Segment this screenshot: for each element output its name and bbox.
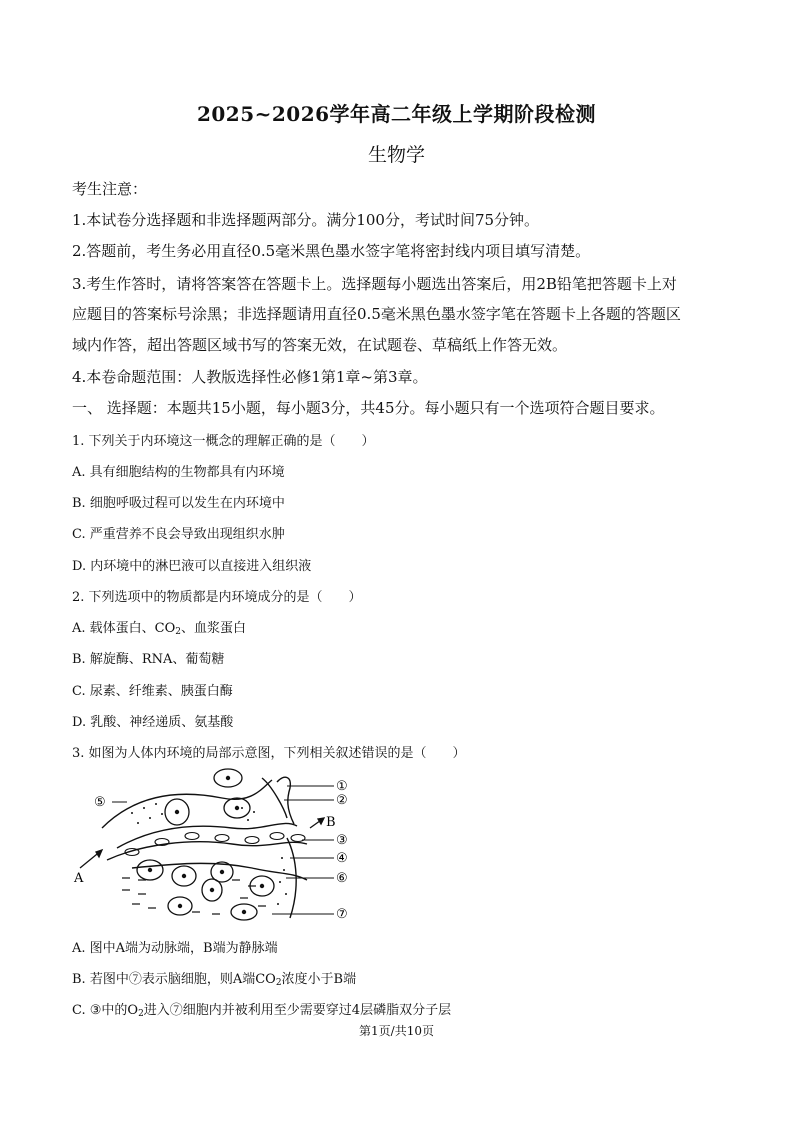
label-7: ⑦ [336, 907, 348, 922]
question-2-option-a: A. 载体蛋白、$CO_2$、血浆蛋白 [72, 621, 247, 637]
notice-item-4: 4.本卷命题范围：人教版选择性必修1第1章~第3章。 [72, 368, 428, 386]
notice-item-2: 2.答题前，考生务必用直径0.5毫米黑色墨水签字笔将密封线内项目填写清楚。 [72, 242, 591, 260]
label-3: ③ [336, 833, 348, 848]
end-b-label: B [326, 815, 336, 830]
notice-item-3-line-1: 3.考生作答时，请将答案答在答题卡上。选择题每小题选出答案后，用2B铅笔把答题卡上对 [72, 275, 677, 293]
question-2-stem: 2. 下列选项中的物质都是内环境成分的是（ ） [72, 590, 362, 605]
question-2-option-c: C. 尿素、纤维素、胰蛋白酶 [72, 684, 233, 699]
question-3-option-c: C. ③中的$O_2$进入⑦细胞内并被利用至少需要穿过4层磷脂双分子层 [72, 1003, 452, 1019]
question-1-option-c: C. 严重营养不良会导致出现组织水肿 [72, 527, 285, 542]
question-1-option-a: A. 具有细胞结构的生物都具有内环境 [72, 465, 285, 480]
question-1-option-d: D. 内环境中的淋巴液可以直接进入组织液 [72, 559, 312, 574]
section-heading: 一、 选择题：本题共15小题，每小题3分，共45分。每小题只有一个选项符合题目要求。 [72, 399, 665, 417]
notice-heading: 考生注意： [72, 180, 148, 198]
subject-title: 生物学 [367, 144, 425, 166]
label-6: ⑥ [336, 871, 348, 886]
notice-item-1: 1.本试卷分选择题和非选择题两部分。满分100分，考试时间75分钟。 [72, 211, 540, 229]
fluid-dots [131, 803, 287, 905]
question-3-option-b: B. 若图中⑦表示脑细胞，则A端$CO_2$浓度小于B端 [72, 972, 357, 988]
question-3-option-a: A. 图中A端为动脉端，B端为静脉端 [72, 941, 278, 956]
end-a-label: A [74, 871, 84, 886]
tissue-fluid-dashes [122, 878, 266, 914]
label-4: ④ [336, 851, 348, 866]
page-footer: 第1页/共10页 [359, 1024, 434, 1038]
label-5: ⑤ [94, 795, 106, 810]
question-1-stem: 1. 下列关于内环境这一概念的理解正确的是（ ） [72, 434, 375, 449]
notice-item-3-line-2: 应题目的答案标号涂黑；非选择题请用直径0.5毫米黑色墨水签字笔在答题卡上各题的答题区 [72, 305, 681, 323]
question-2-option-d: D. 乳酸、神经递质、氨基酸 [72, 715, 234, 730]
exam-title: 2025~2026学年高二年级上学期阶段检测 [196, 102, 597, 126]
internal-environment-diagram [72, 768, 372, 928]
question-2-option-b: B. 解旋酶、RNA、葡萄糖 [72, 652, 225, 667]
notice-item-3-line-3: 域内作答，超出答题区域书写的答案无效，在试题卷、草稿纸上作答无效。 [72, 336, 568, 354]
label-1: ① [336, 779, 348, 794]
label-2: ② [336, 793, 348, 808]
question-3-stem: 3. 如图为人体内环境的局部示意图，下列相关叙述错误的是（ ） [72, 746, 466, 761]
label-leader-lines [112, 786, 334, 914]
question-1-option-b: B. 细胞呼吸过程可以发生在内环境中 [72, 496, 285, 511]
